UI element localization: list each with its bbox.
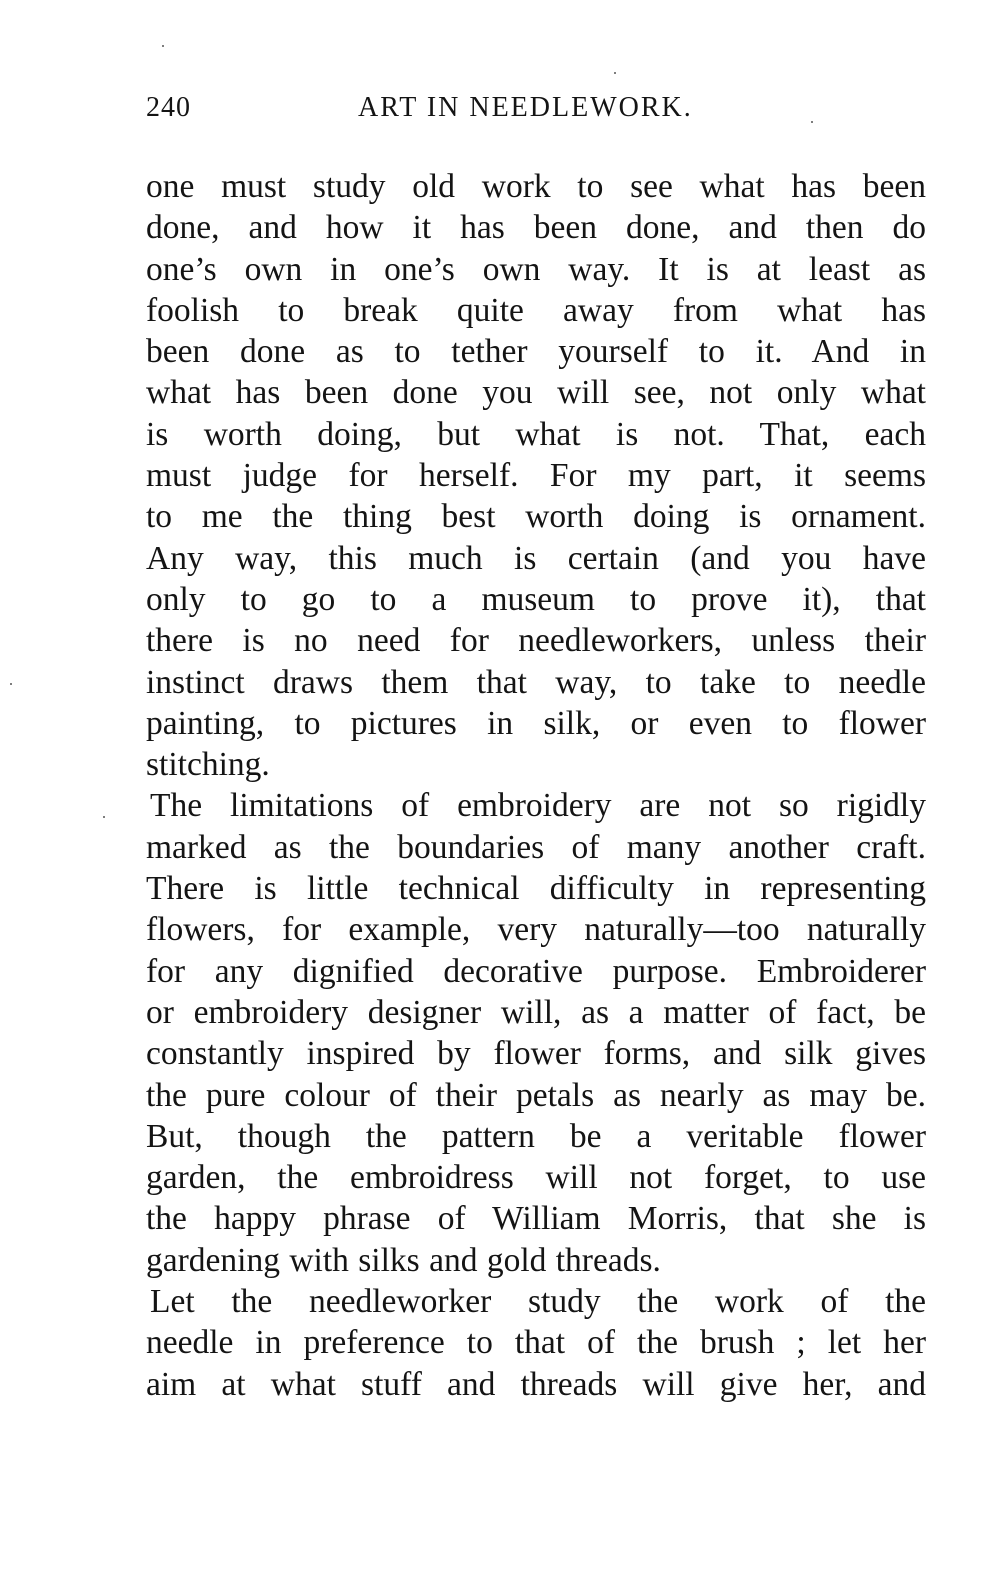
- text-line: Let the needleworker study the work of the: [150, 1283, 926, 1321]
- text-line: aim at what stuff and threads will give her, and: [146, 1365, 926, 1403]
- text-line: one’s own in one’s own way. It is at least as: [146, 250, 926, 288]
- text-line: or embroidery designer will, as a matter of fact, be: [146, 993, 926, 1031]
- text-line: instinct draws them that way, to take to needle: [146, 663, 926, 701]
- text-line: been done as to tether yourself to it. And in: [146, 333, 926, 371]
- text-line: foolish to break quite away from what has: [146, 291, 926, 329]
- text-line: the pure colour of their petals as nearly as may be.: [146, 1076, 926, 1114]
- text-line: flowers, for example, very naturally—too naturally: [146, 911, 926, 949]
- text-line: Any way, this much is certain (and you have: [146, 539, 926, 577]
- text-line: is worth doing, but what is not. That, each: [146, 415, 926, 453]
- text-line: done, and how it has been done, and then do: [146, 209, 926, 247]
- scan-speck: [10, 683, 12, 685]
- text-line: marked as the boundaries of many another craft.: [146, 828, 926, 866]
- paragraph: [146, 1281, 926, 1405]
- text-line: But, though the pattern be a veritable flower: [146, 1117, 926, 1155]
- text-line: what has been done you will see, not only what: [146, 374, 926, 412]
- text-line: gardening with silks and gold threads.: [146, 1241, 661, 1279]
- scan-speck: [811, 121, 813, 123]
- text-line: constantly inspired by flower forms, and silk gives: [146, 1035, 926, 1073]
- text-line: there is no need for needleworkers, unless their: [146, 622, 926, 660]
- text-line: There is little technical difficulty in representing: [146, 870, 926, 908]
- text-line: only to go to a museum to prove it), that: [146, 580, 926, 618]
- text-line: for any dignified decorative purpose. Embroiderer: [146, 952, 926, 990]
- text-line: painting, to pictures in silk, or even to flower: [146, 704, 926, 742]
- body-text: [146, 166, 926, 1405]
- text-line: to me the thing best worth doing is ornament.: [146, 498, 926, 536]
- scan-speck: [162, 45, 164, 47]
- page-number: 240: [146, 92, 191, 123]
- paragraph: [146, 785, 926, 1281]
- text-line: the happy phrase of William Morris, that she is: [146, 1200, 926, 1238]
- scan-speck: [103, 816, 105, 818]
- text-line: one must study old work to see what has been: [146, 168, 926, 205]
- page-header: [146, 92, 936, 140]
- text-line: must judge for herself. For my part, it seems: [146, 457, 926, 495]
- text-line: stitching.: [146, 746, 270, 784]
- text-line: The limitations of embroidery are not so rigidly: [150, 787, 926, 825]
- running-head: ART IN NEEDLEWORK.: [358, 92, 693, 123]
- paragraph: [146, 166, 926, 785]
- scan-speck: [614, 72, 616, 74]
- text-line: needle in preference to that of the brush ; let her: [146, 1324, 926, 1362]
- text-line: garden, the embroidress will not forget, to use: [146, 1159, 926, 1197]
